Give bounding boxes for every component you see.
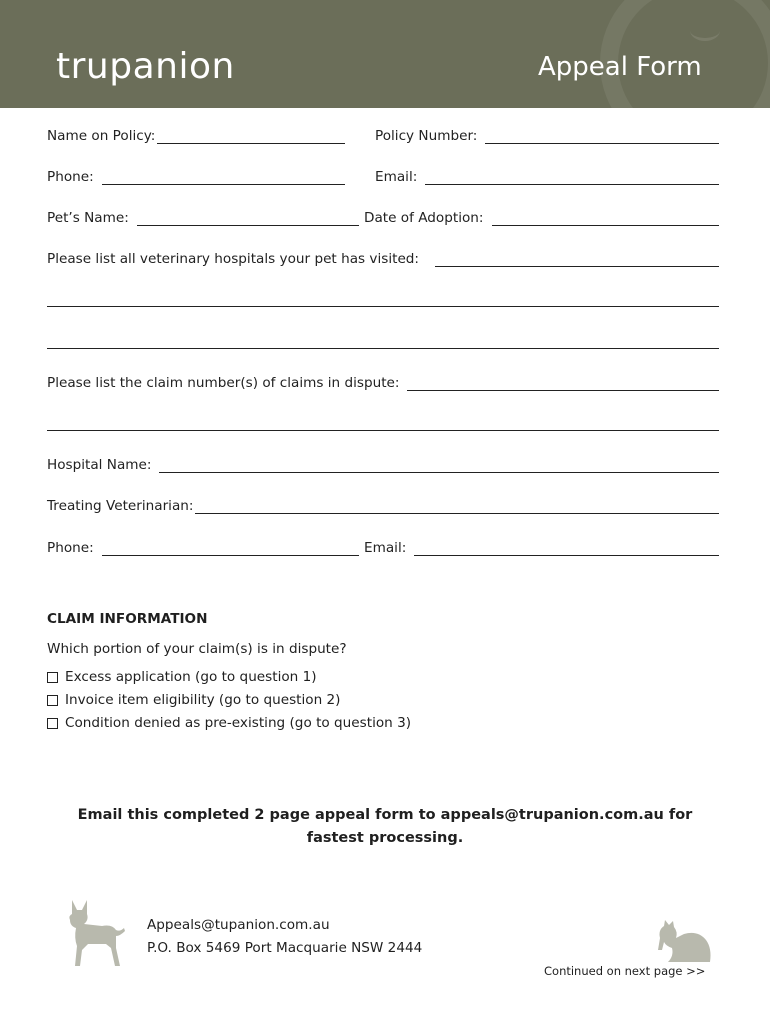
phone2-field[interactable] (47, 540, 359, 556)
date-of-adoption-field[interactable] (364, 210, 719, 226)
hospitals-visited-field[interactable] (47, 251, 719, 267)
phone2-label: Phone: (47, 540, 94, 556)
checkbox[interactable] (47, 672, 58, 683)
email2-line[interactable] (414, 543, 719, 556)
checkbox[interactable] (47, 695, 58, 706)
hospital-name-label: Hospital Name: (47, 457, 152, 473)
option-pre-existing[interactable] (47, 715, 411, 731)
email-label: Email: (375, 169, 418, 185)
email2-label: Email: (364, 540, 407, 556)
claim-numbers-line[interactable] (407, 378, 719, 391)
option-excess-application[interactable] (47, 669, 317, 685)
trupanion-logo: trupanion (56, 46, 235, 87)
name-on-policy-label: Name on Policy: (47, 128, 156, 144)
claim-dispute-question: Which portion of your claim(s) is in dispute? (47, 641, 347, 657)
claim-numbers-field[interactable] (47, 375, 719, 391)
hospitals-extra-line-1[interactable] (47, 306, 719, 307)
pets-name-line[interactable] (137, 213, 359, 226)
hospital-name-line[interactable] (159, 460, 719, 473)
treating-vet-label: Treating Veterinarian: (47, 498, 194, 514)
name-on-policy-field[interactable] (47, 128, 345, 144)
phone-line[interactable] (102, 172, 345, 185)
name-on-policy-line[interactable] (157, 131, 345, 144)
email-line[interactable] (425, 172, 719, 185)
hospitals-extra-line-2[interactable] (47, 348, 719, 349)
pets-name-field[interactable] (47, 210, 359, 226)
form-title: Appeal Form (538, 52, 702, 82)
pets-name-label: Pet’s Name: (47, 210, 129, 226)
continued-notice: Continued on next page >> (544, 964, 706, 978)
contact-email: Appeals@tupanion.com.au (147, 917, 330, 933)
hospitals-visited-line[interactable] (435, 254, 719, 267)
header-decoration-mark (690, 20, 720, 41)
option-label: Excess application (go to question 1) (65, 669, 317, 685)
date-of-adoption-line[interactable] (492, 213, 720, 226)
email-field[interactable] (375, 169, 719, 185)
hospital-name-field[interactable] (47, 457, 719, 473)
claim-numbers-label: Please list the claim number(s) of claims in dispute: (47, 375, 400, 391)
date-of-adoption-label: Date of Adoption: (364, 210, 484, 226)
email-notice: Email this completed 2 page appeal form to appeals@trupanion.com.au for fastest processing. (77, 807, 693, 846)
treating-vet-field[interactable] (47, 498, 719, 514)
claim-info-heading: CLAIM INFORMATION (47, 611, 208, 627)
policy-number-label: Policy Number: (375, 128, 478, 144)
dog-silhouette-icon (58, 896, 130, 968)
cat-silhouette-icon (654, 916, 714, 964)
contact-address: P.O. Box 5469 Port Macquarie NSW 2444 (147, 940, 423, 956)
treating-vet-line[interactable] (195, 501, 719, 514)
option-label: Condition denied as pre-existing (go to question 3) (65, 715, 412, 731)
header-banner (0, 0, 770, 108)
option-label: Invoice item eligibility (go to question 2) (65, 692, 341, 708)
claim-numbers-extra-line[interactable] (47, 430, 719, 431)
policy-number-line[interactable] (485, 131, 719, 144)
hospitals-visited-label: Please list all veterinary hospitals your pet has visited: (47, 251, 420, 267)
phone-field[interactable] (47, 169, 345, 185)
phone2-line[interactable] (102, 543, 359, 556)
phone-label: Phone: (47, 169, 94, 185)
email2-field[interactable] (364, 540, 719, 556)
checkbox[interactable] (47, 718, 58, 729)
option-invoice-eligibility[interactable] (47, 692, 340, 708)
policy-number-field[interactable] (375, 128, 719, 144)
